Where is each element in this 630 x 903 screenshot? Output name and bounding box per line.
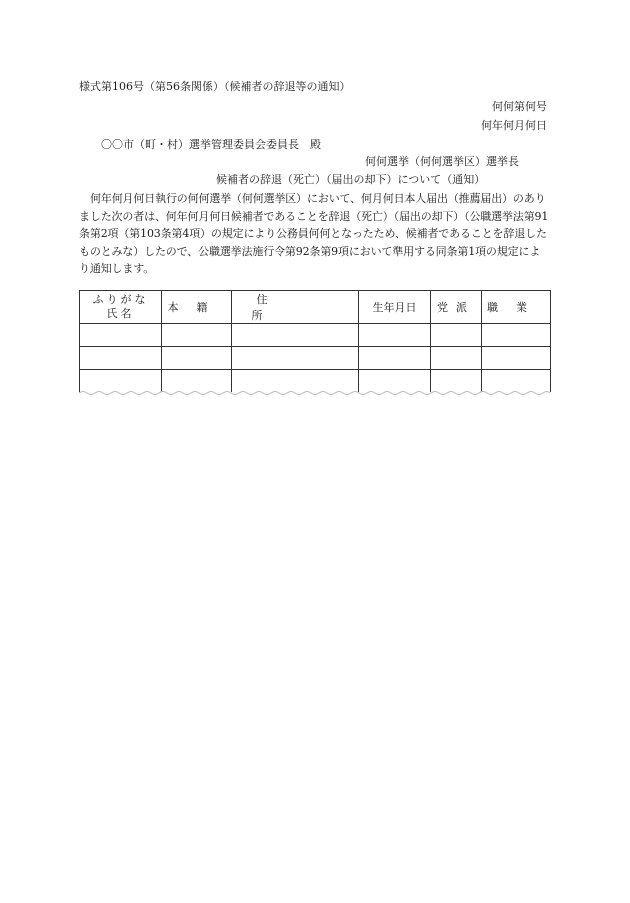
header-name: [80, 291, 162, 324]
table-cell: [482, 324, 551, 347]
header-occupation: 職業: [482, 291, 551, 324]
table-cell: [359, 347, 431, 370]
header-party: 党派: [431, 291, 482, 324]
table-cell: [162, 324, 232, 347]
table-cut-line: [79, 389, 550, 397]
table-cell: [359, 324, 431, 347]
header-name-furigana: ふりがな: [92, 293, 149, 306]
table-cell: [232, 324, 359, 347]
table-cell: [232, 347, 359, 370]
candidate-table: [79, 290, 551, 392]
table-cell: [80, 324, 162, 347]
form-title: 様式第106号（第56条関係）（候補者の辞退等の通知）: [79, 80, 351, 93]
table-cell: [482, 347, 551, 370]
table-cell: [431, 347, 482, 370]
header-honseki: 本籍: [162, 291, 232, 324]
document-number: 何何第何号: [492, 100, 547, 113]
subject-line: 候補者の辞退（死亡）（届出の却下）について（通知）: [216, 173, 486, 186]
table-cell: [80, 347, 162, 370]
header-name-main: 氏名: [106, 307, 135, 320]
header-address: 住所: [232, 291, 359, 324]
document-date: 何年何月何日: [481, 119, 547, 132]
sender: 何何選挙（何何選挙区）選挙長: [365, 155, 519, 168]
body-text: 何年何月何日執行の何何選挙（何何選挙区）において、何月何日本人届出（推薦届出）のありました次の者は、何年何月何日候補者であることを辞退（死亡）（届出の却下）（公職選挙法第91条第2項（第103条第4項）の規定により公務員何何となったため、候補者であることを辞退したものとみな）したので、公職選挙法施行令第92条第9項において準用する同条第1項の規定により通知します。: [79, 192, 549, 275]
table-row: [80, 324, 551, 347]
table-row: [80, 347, 551, 370]
table-cell: [162, 347, 232, 370]
table-cell: [431, 324, 482, 347]
table-header-row: [80, 291, 551, 324]
header-birthdate: 生年月日: [359, 291, 431, 324]
addressee: 〇〇市（町・村）選挙管理委員会委員長 殿: [101, 138, 321, 151]
